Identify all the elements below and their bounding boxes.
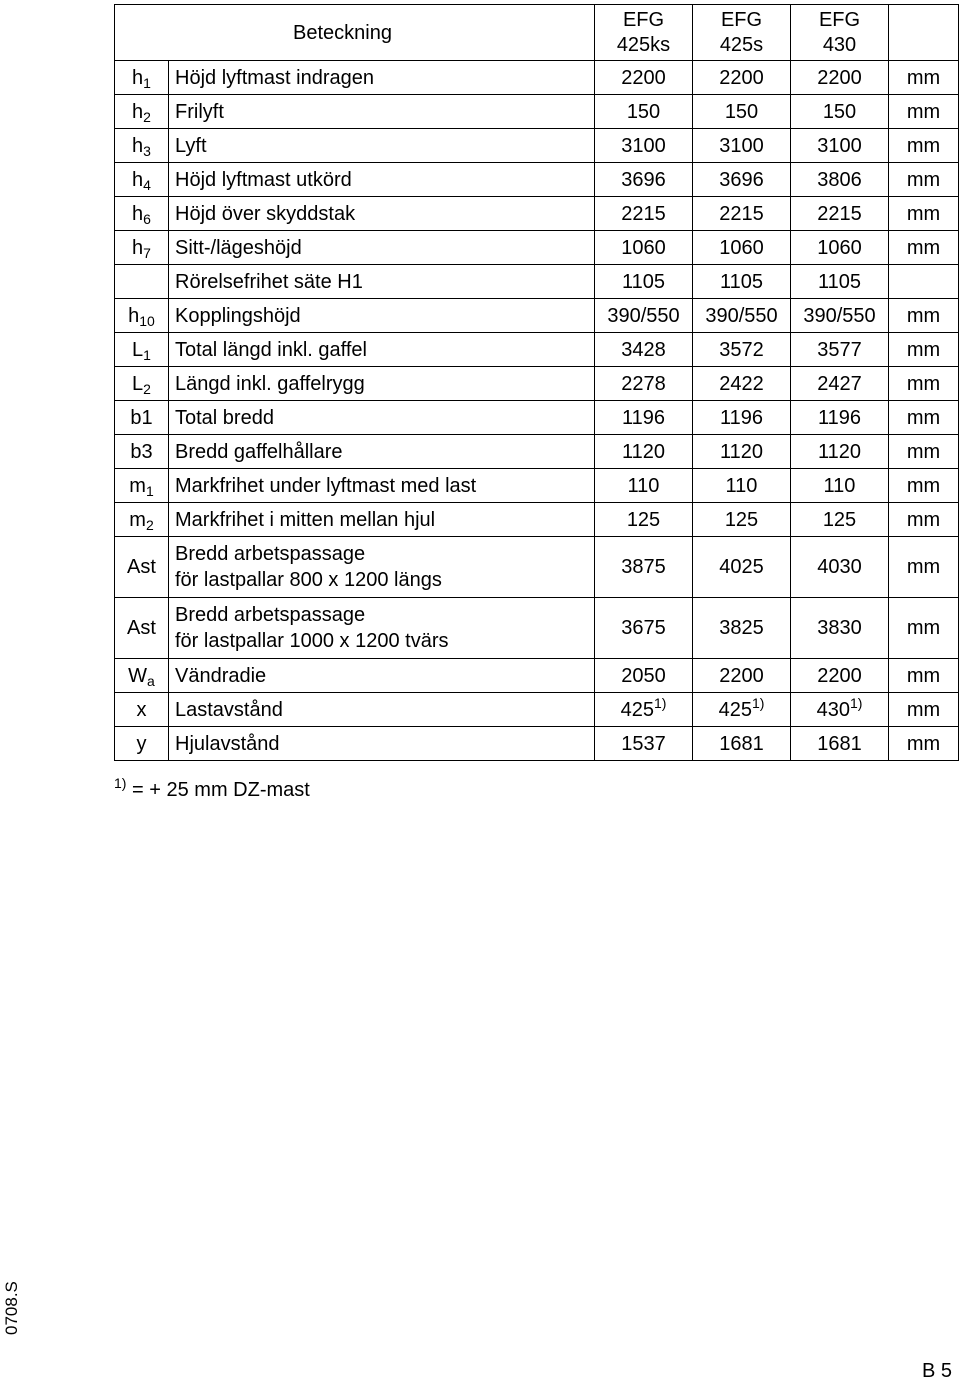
description: Höjd över skyddstak [169,197,595,231]
value-430: 110 [791,469,889,503]
description: Lastavstånd [169,693,595,727]
value-number: 425 [718,698,752,721]
table-row [115,469,959,503]
table-row [115,537,959,598]
footnote-ref: 1) [751,694,765,711]
symbol: x [136,698,147,721]
value-430: 3806 [791,163,889,197]
value-425ks: 2215 [595,197,693,231]
symbol-cell [115,598,169,659]
table-row [115,367,959,401]
value-425ks: 3675 [595,598,693,659]
symbol: y [136,732,147,755]
symbol-cell [115,333,169,367]
value-430: 150 [791,95,889,129]
symbol: b1 [130,406,153,429]
value-425s: 1120 [693,435,791,469]
unit: mm [889,61,959,95]
value-number: 430 [816,698,850,721]
symbol: W [128,664,148,687]
symbol-subscript: 1 [145,482,154,499]
table-row [115,435,959,469]
unit: mm [889,659,959,693]
symbol-subscript: 2 [143,380,151,397]
value-425ks: 3428 [595,333,693,367]
header-model [595,5,693,61]
value-430 [791,693,889,727]
unit: mm [889,299,959,333]
symbol-cell [115,435,169,469]
unit: mm [889,367,959,401]
description: Total längd inkl. gaffel [169,333,595,367]
value-430: 2200 [791,61,889,95]
header-designation: Beteckning [115,5,595,61]
description [169,598,595,659]
symbol-subscript: a [147,672,155,689]
value-430: 1681 [791,727,889,761]
description: Kopplingshöjd [169,299,595,333]
value-430: 3830 [791,598,889,659]
symbol-subscript: 4 [143,176,151,193]
symbol-cell [115,163,169,197]
table-row [115,95,959,129]
table-row [115,659,959,693]
symbol: h [132,66,144,89]
description-line1: Bredd arbetspassage [175,543,366,565]
value-425s: 2200 [693,61,791,95]
value-430: 1196 [791,401,889,435]
value-425s: 2215 [693,197,791,231]
symbol-subscript: 3 [143,142,151,159]
value-425ks: 2050 [595,659,693,693]
header-model [791,5,889,61]
description-line2: för lastpallar 1000 x 1200 tvärs [175,630,449,652]
header-row [115,5,959,61]
symbol: b3 [130,440,153,463]
symbol-cell [115,95,169,129]
value-425s: 1196 [693,401,791,435]
description: Vändradie [169,659,595,693]
symbol: L [132,338,144,361]
table-row [115,129,959,163]
unit: mm [889,129,959,163]
unit: mm [889,231,959,265]
value-425s: 2200 [693,659,791,693]
symbol-cell [115,537,169,598]
header-unit [889,5,959,61]
symbol-cell [115,231,169,265]
value-425s: 3696 [693,163,791,197]
unit: mm [889,435,959,469]
unit: mm [889,163,959,197]
symbol-cell [115,469,169,503]
model-line1: EFG [622,8,665,31]
value-425ks: 125 [595,503,693,537]
symbol: h [132,100,144,123]
symbol: h [132,202,144,225]
unit [889,265,959,299]
unit: mm [889,197,959,231]
value-425ks: 1537 [595,727,693,761]
document-code: 0708.S [2,1281,21,1335]
symbol-cell [115,197,169,231]
table-row [115,231,959,265]
symbol-subscript: 7 [143,244,151,261]
table-row [115,401,959,435]
symbol: L [132,372,144,395]
symbol: Ast [127,617,156,639]
value-425ks: 110 [595,469,693,503]
unit: mm [889,469,959,503]
value-430: 2200 [791,659,889,693]
value-425s: 1105 [693,265,791,299]
description: Bredd gaffelhållare [169,435,595,469]
symbol: h [128,304,140,327]
value-430: 1105 [791,265,889,299]
value-425ks: 3100 [595,129,693,163]
value-425s: 125 [693,503,791,537]
description: Lyft [169,129,595,163]
value-425s: 3572 [693,333,791,367]
value-425ks: 150 [595,95,693,129]
value-number: 425 [620,698,654,721]
footnote-mark: 1) [114,775,127,791]
unit: mm [889,401,959,435]
value-425s: 1681 [693,727,791,761]
symbol: h [132,134,144,157]
footnote [114,775,310,802]
description: Sitt-/lägeshöjd [169,231,595,265]
value-425s: 390/550 [693,299,791,333]
value-425ks [595,693,693,727]
model-line2: 430 [822,33,857,56]
value-430: 1120 [791,435,889,469]
description: Hjulavstånd [169,727,595,761]
unit: mm [889,693,959,727]
unit: mm [889,503,959,537]
value-425ks: 1060 [595,231,693,265]
unit: mm [889,598,959,659]
description: Markfrihet under lyftmast med last [169,469,595,503]
description: Total bredd [169,401,595,435]
symbol: h [132,168,144,191]
description: Höjd lyftmast indragen [169,61,595,95]
unit: mm [889,727,959,761]
symbol: Ast [127,556,156,578]
value-425ks: 3696 [595,163,693,197]
description [169,537,595,598]
value-425s: 2422 [693,367,791,401]
description: Längd inkl. gaffelrygg [169,367,595,401]
symbol: m [129,474,146,497]
symbol-cell [115,659,169,693]
description: Frilyft [169,95,595,129]
table-row [115,333,959,367]
value-425ks: 3875 [595,537,693,598]
symbol-cell [115,299,169,333]
symbol: h [132,236,144,259]
symbol-cell [115,693,169,727]
value-425ks: 1105 [595,265,693,299]
value-425s: 4025 [693,537,791,598]
value-430: 4030 [791,537,889,598]
value-425ks: 390/550 [595,299,693,333]
table-row [115,598,959,659]
symbol-cell [115,367,169,401]
value-425ks: 1120 [595,435,693,469]
value-425ks: 1196 [595,401,693,435]
description: Rörelsefrihet säte H1 [169,265,595,299]
value-425ks: 2200 [595,61,693,95]
value-430: 2215 [791,197,889,231]
value-425s: 1060 [693,231,791,265]
unit: mm [889,333,959,367]
symbol-subscript: 6 [143,210,151,227]
table-row [115,299,959,333]
unit: mm [889,95,959,129]
symbol-subscript: 1 [143,346,151,363]
unit: mm [889,537,959,598]
value-425s: 3825 [693,598,791,659]
description: Höjd lyftmast utkörd [169,163,595,197]
value-425s: 3100 [693,129,791,163]
description: Markfrihet i mitten mellan hjul [169,503,595,537]
symbol-cell [115,129,169,163]
description-line2: för lastpallar 800 x 1200 längs [175,569,442,591]
value-425ks: 2278 [595,367,693,401]
description-line1: Bredd arbetspassage [175,604,366,626]
symbol-subscript: 2 [143,108,151,125]
value-430: 125 [791,503,889,537]
table-row [115,265,959,299]
symbol-cell [115,265,169,299]
symbol-subscript: 2 [145,516,154,533]
header-model [693,5,791,61]
model-line1: EFG [720,8,763,31]
value-430: 3577 [791,333,889,367]
symbol-cell [115,401,169,435]
symbol-subscript: 1 [143,74,151,91]
value-430: 2427 [791,367,889,401]
table-row [115,727,959,761]
symbol: m [129,508,146,531]
symbol-subscript: 10 [139,312,155,329]
footnote-text: = + 25 mm DZ-mast [132,779,310,801]
value-430: 1060 [791,231,889,265]
footnote-ref: 1) [849,694,863,711]
value-425s: 110 [693,469,791,503]
table-row [115,163,959,197]
table-row [115,197,959,231]
value-430: 3100 [791,129,889,163]
symbol-cell [115,727,169,761]
footnote-ref: 1) [653,694,667,711]
table-row [115,61,959,95]
symbol-cell [115,61,169,95]
model-line1: EFG [818,8,861,31]
spec-table [114,4,959,761]
value-425s: 150 [693,95,791,129]
value-430: 390/550 [791,299,889,333]
table-row [115,693,959,727]
page-number: B 5 [922,1360,953,1382]
model-line2: 425s [719,33,764,56]
value-425s [693,693,791,727]
model-line2: 425ks [616,33,671,56]
symbol-cell [115,503,169,537]
table-row [115,503,959,537]
